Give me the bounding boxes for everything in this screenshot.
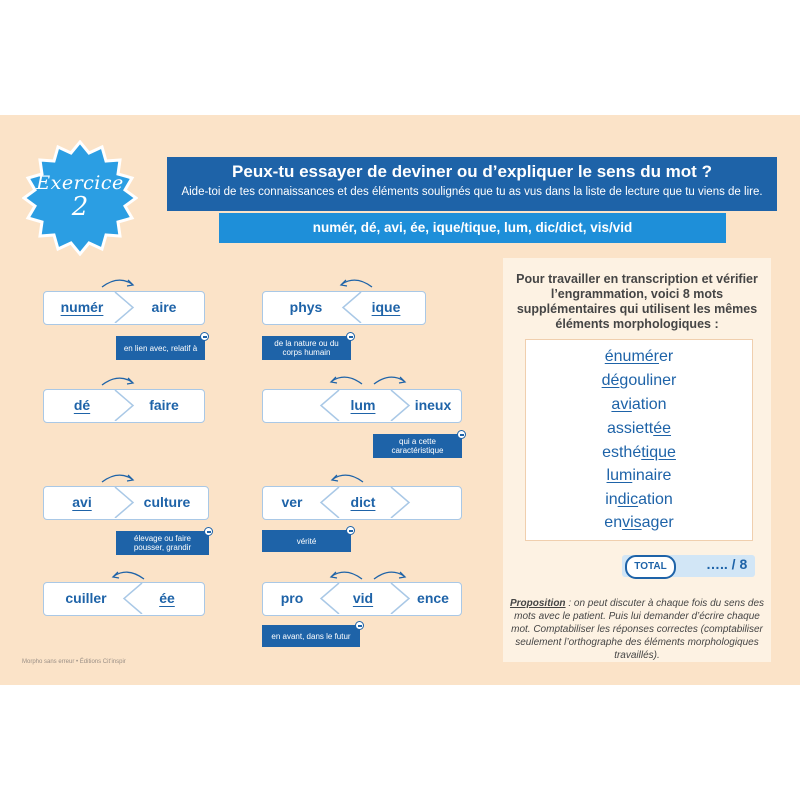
score-field: ….. / 8 bbox=[706, 556, 748, 572]
minus-icon bbox=[457, 430, 466, 439]
arrow-icon bbox=[100, 275, 136, 289]
proposition-label: Proposition bbox=[509, 598, 566, 609]
badge-number: 2 bbox=[71, 192, 89, 222]
arrow-icon bbox=[328, 567, 364, 581]
arrow-icon bbox=[110, 567, 146, 581]
list-item: énumérer bbox=[604, 348, 674, 365]
arrow-icon bbox=[100, 470, 136, 484]
arrow-icon bbox=[328, 372, 364, 386]
word-part: ineux bbox=[414, 397, 452, 413]
minus-icon bbox=[346, 332, 355, 341]
exercise-badge bbox=[22, 172, 138, 222]
word-root: ique bbox=[371, 299, 401, 315]
list-item: indication bbox=[605, 491, 673, 508]
word-root: ée bbox=[159, 590, 175, 606]
list-item: assiettée bbox=[606, 420, 672, 437]
arrow-icon bbox=[329, 470, 365, 484]
word-root: numér bbox=[60, 299, 104, 315]
total-label: TOTAL bbox=[625, 555, 676, 579]
word-part: cuiller bbox=[65, 590, 107, 606]
word-part: faire bbox=[149, 397, 179, 413]
word-part: phys bbox=[289, 299, 323, 315]
minus-icon bbox=[355, 621, 364, 630]
word-part: aire bbox=[151, 299, 177, 315]
word-card bbox=[262, 486, 462, 520]
list-item: dégouliner bbox=[601, 372, 677, 389]
word-part: culture bbox=[143, 494, 191, 510]
instruction-text: Aide-toi de tes connaissances et des éléments soulignés que tu as vus dans la liste de lecture que tu viens de lire. bbox=[181, 186, 763, 198]
badge-label: Exercice bbox=[36, 172, 124, 194]
list-item: esthétique bbox=[602, 444, 676, 461]
minus-icon bbox=[204, 527, 213, 536]
arrow-icon bbox=[100, 373, 136, 387]
proposition-text: : on peut discuter à chaque fois du sens des mots avec le patient. Puis lui demander d’écrire chaque mot. Comptabiliser les réponses correctes (comptabiliser seulement l’orthographe des éléments morphologiques travaillés). bbox=[511, 598, 765, 661]
word-card bbox=[43, 582, 205, 616]
word-root: avi bbox=[72, 494, 92, 510]
word-card bbox=[43, 389, 205, 423]
page-title: Peux-tu essayer de deviner ou d’expliquer le sens du mot ? bbox=[232, 162, 712, 181]
chevron-right-icon bbox=[389, 487, 411, 518]
arrow-icon bbox=[372, 567, 408, 581]
word-card bbox=[43, 291, 205, 325]
word-part: pro bbox=[280, 590, 304, 606]
word-card bbox=[262, 582, 462, 616]
definition-label: en avant, dans le futur bbox=[262, 625, 360, 647]
word-card bbox=[262, 291, 426, 325]
minus-icon bbox=[346, 526, 355, 535]
word-root: vid bbox=[352, 590, 374, 606]
list-item: luminaire bbox=[606, 467, 672, 484]
footer-credit: Morpho sans erreur • Éditions Cit’inspir bbox=[22, 659, 126, 665]
definition-label: élevage ou faire pousser, grandir bbox=[116, 531, 209, 555]
definition-label: de la nature ou du corps humain bbox=[262, 336, 351, 360]
panel-title: Pour travailler en transcription et vérifier l’engrammation, voici 8 mots supplémentaires qui utilisent les mêmes éléments morphologiques : bbox=[516, 272, 758, 331]
definition-label: qui a cette caractéristique bbox=[373, 434, 462, 458]
word-root: dict bbox=[350, 494, 376, 510]
definition-label: vérité bbox=[262, 530, 351, 552]
list-item: envisager bbox=[604, 514, 674, 531]
word-root: dé bbox=[73, 397, 91, 413]
instruction-banner bbox=[167, 157, 777, 211]
word-part: ver bbox=[281, 494, 303, 510]
minus-icon bbox=[200, 332, 209, 341]
proposition-note bbox=[507, 597, 767, 662]
word-list-box bbox=[525, 339, 753, 541]
word-root: lum bbox=[350, 397, 376, 413]
arrow-icon bbox=[338, 275, 374, 289]
word-part: ence bbox=[417, 590, 449, 606]
word-card bbox=[262, 389, 462, 423]
definition-label: en lien avec, relatif à bbox=[116, 336, 205, 360]
arrow-icon bbox=[372, 372, 408, 386]
morpheme-list: numér, dé, avi, ée, ique/tique, lum, dic/dict, vis/vid bbox=[219, 213, 726, 243]
word-card bbox=[43, 486, 209, 520]
list-item: aviation bbox=[611, 396, 667, 413]
